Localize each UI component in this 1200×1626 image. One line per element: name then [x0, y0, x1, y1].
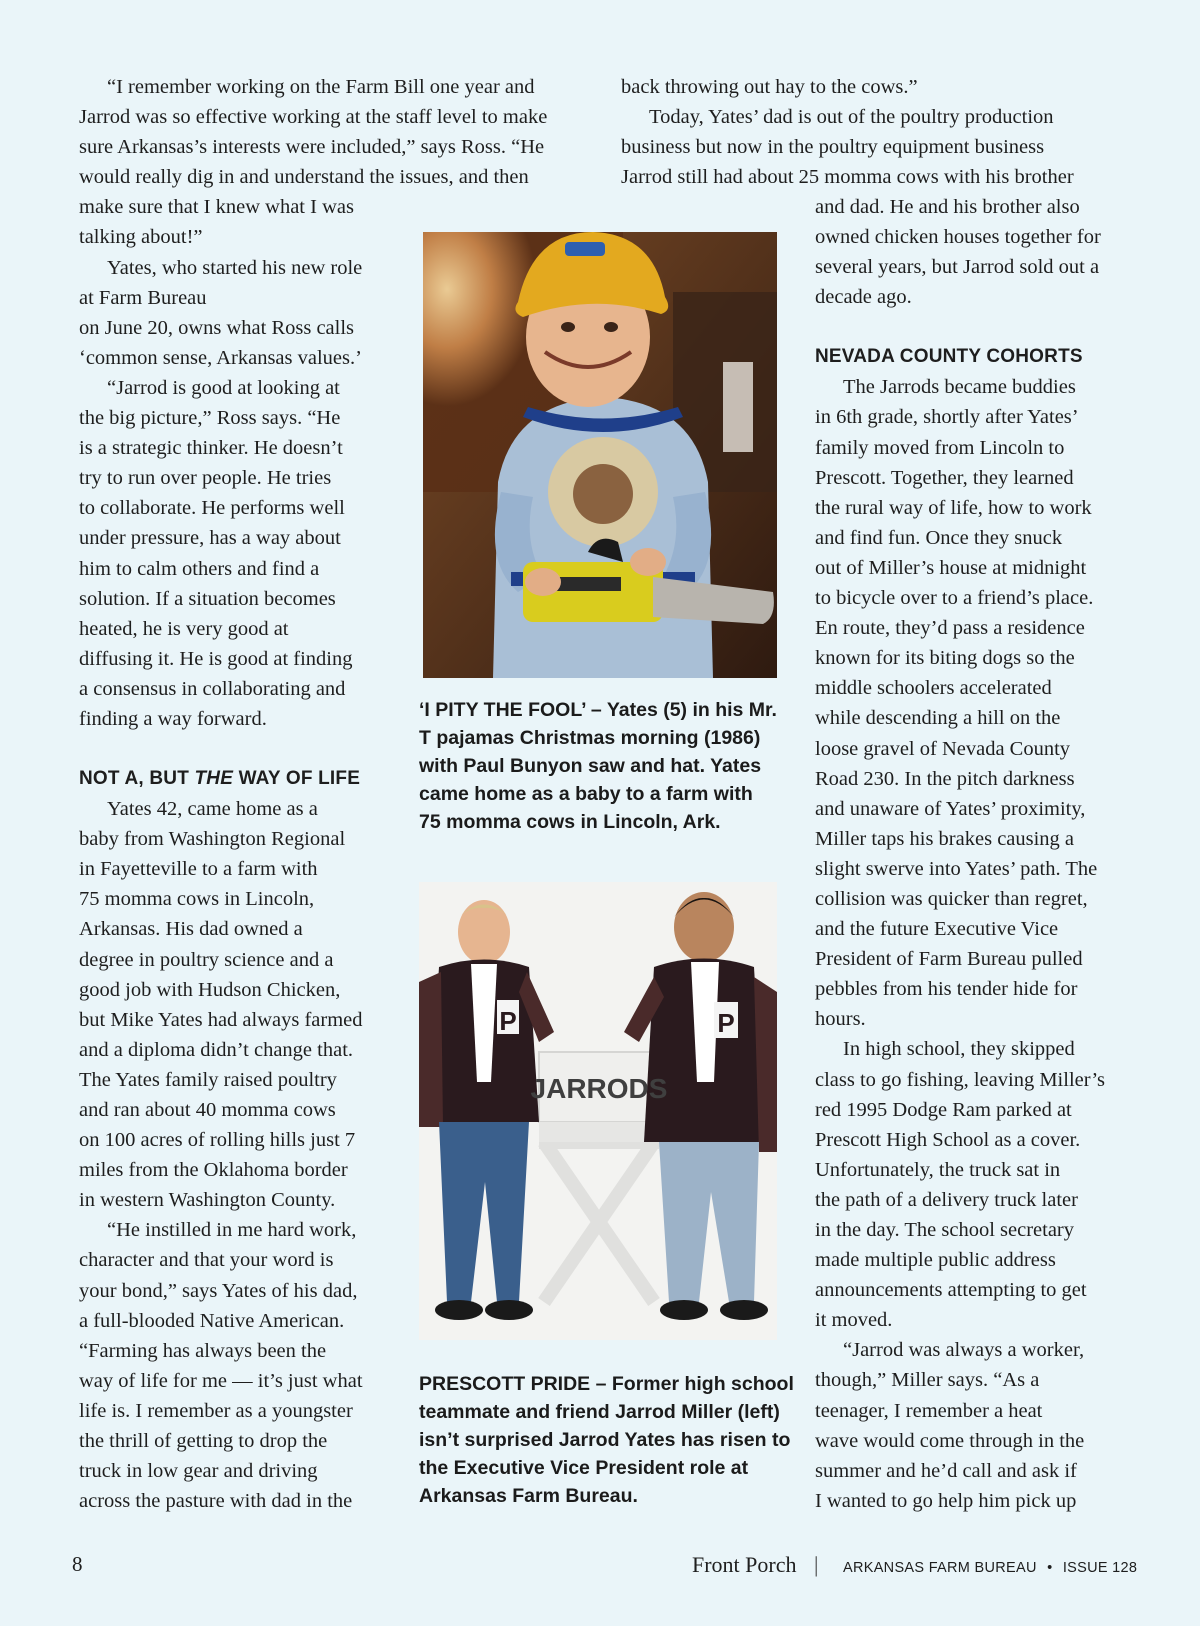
caption-photo-2 [419, 1370, 799, 1510]
caption-line: isn’t surprised Jarrod Yates has risen to [419, 1429, 791, 1451]
text-line: Jarrod still had about 25 momma cows with his brother [621, 166, 1074, 189]
photo-child-hardhat [423, 232, 777, 678]
text-line: to bicycle over to a friend’s place. [815, 587, 1094, 610]
text-line: Arkansas. His dad owned a [79, 918, 303, 941]
caption-line: teammate and friend Jarrod Miller (left) [419, 1401, 780, 1423]
text-line: your bond,” says Yates of his dad, [79, 1279, 358, 1302]
text-line: Miller taps his brakes causing a [815, 827, 1075, 850]
text-line: “Farming has always been the [79, 1339, 327, 1362]
text-line: sure Arkansas’s interests were included,” says Ross. “He [79, 136, 545, 159]
text-line: a full-blooded Native American. [79, 1309, 345, 1332]
text-line: the thrill of getting to drop the [79, 1430, 328, 1453]
text-line: decade ago. [815, 286, 912, 309]
text-line: on 100 acres of rolling hills just 7 [79, 1129, 356, 1152]
magazine-title: Front Porch [692, 1552, 797, 1577]
text-line: is a strategic thinker. He doesn’t [79, 437, 343, 460]
text-line: summer and he’d call and ask if [815, 1459, 1077, 1482]
text-line: 75 momma cows in Lincoln, [79, 888, 315, 911]
text-line: back throwing out hay to the cows.” [621, 76, 918, 98]
text-line: in Fayetteville to a farm with [79, 858, 318, 881]
text-line: miles from the Oklahoma border [79, 1159, 348, 1182]
caption-line: Arkansas Farm Bureau. [419, 1485, 638, 1507]
text-line: though,” Miller says. “As a [815, 1369, 1040, 1392]
text-line: try to run over people. He tries [79, 467, 332, 490]
column-middle-top [621, 72, 1121, 192]
photo-teens-illustration [419, 882, 777, 1340]
text-line: good job with Hudson Chicken, [79, 978, 341, 1001]
text-line: baby from Washington Regional [79, 828, 346, 851]
text-line: Jarrod was so effective working at the staff level to make [79, 106, 548, 129]
text-line: truck in low gear and driving [79, 1460, 318, 1483]
text-line: announcements attempting to get [815, 1279, 1087, 1302]
text-line: made multiple public address [815, 1249, 1056, 1272]
chair-label: JARRODS [530, 1073, 668, 1104]
text-line: heated, he is very good at [79, 617, 289, 640]
photo-child-illustration [423, 232, 777, 678]
text-line: several years, but Jarrod sold out a [815, 256, 1100, 279]
text-line: the big picture,” Ross says. “He [79, 407, 341, 430]
text-line: Yates 42, came home as a [107, 798, 318, 821]
paragraph [79, 72, 599, 253]
text-line: Prescott High School as a cover. [815, 1128, 1081, 1151]
issue-number: ISSUE 128 [1062, 1560, 1138, 1576]
text-line: in 6th grade, shortly after Yates’ [815, 406, 1079, 429]
caption-line: 75 momma cows in Lincoln, Ark. [419, 811, 721, 833]
text-line: while descending a hill on the [815, 707, 1061, 730]
text-line: across the pasture with dad in the [79, 1490, 353, 1513]
caption-line: the Executive Vice President role at [419, 1457, 749, 1479]
text-line: character and that your word is [79, 1249, 334, 1272]
text-line: “Jarrod was always a worker, [843, 1339, 1085, 1362]
text-line: the path of a delivery truck later [815, 1188, 1078, 1211]
text-line: in the day. The school secretary [815, 1219, 1075, 1241]
text-line: hours. [815, 1008, 866, 1031]
text-line: life is. I remember as a youngster [79, 1399, 353, 1422]
text-line: The Yates family raised poultry [79, 1068, 337, 1091]
text-line: diffusing it. He is good at finding [79, 647, 353, 670]
text-line: pebbles from his tender hide for [815, 978, 1078, 1001]
footer-divider: | [814, 1552, 819, 1577]
section-heading: NEVADA COUNTY COHORTS [815, 346, 1083, 368]
text-line: business but now in the poultry equipment business [621, 136, 1045, 159]
text-line: “He instilled in me hard work, [107, 1219, 357, 1242]
paragraph [621, 72, 1121, 102]
text-line: “I remember working on the Farm Bill one year and [107, 76, 535, 98]
text-line: En route, they’d pass a residence [815, 617, 1085, 640]
text-line: Prescott. Together, they learned [815, 466, 1074, 489]
text-line: family moved from Lincoln to [815, 436, 1065, 459]
text-line: loose gravel of Nevada County [815, 737, 1071, 760]
text-line: way of life for me — it’s just what [79, 1369, 363, 1392]
column-right [815, 192, 1145, 1516]
text-line: solution. If a situation becomes [79, 587, 336, 610]
heading-emphasis: THE [194, 768, 234, 790]
text-line: The Jarrods became buddies [843, 376, 1076, 399]
text-line: Yates, who started his new role [107, 256, 363, 279]
caption-line: came home as a baby to a farm with [419, 783, 753, 805]
text-line: him to calm others and find a [79, 557, 320, 580]
text-line: Road 230. In the pitch darkness [815, 767, 1075, 790]
paragraph [621, 102, 1121, 192]
text-line: would really dig in and understand the issues, and then [79, 166, 529, 189]
caption-line: T pajamas Christmas morning (1986) [419, 727, 761, 749]
text-line: to collaborate. He performs well [79, 497, 345, 520]
text-line: middle schoolers accelerated [815, 677, 1052, 700]
text-line: President of Farm Bureau pulled [815, 948, 1083, 971]
text-line: slight swerve into Yates’ path. The [815, 857, 1098, 880]
text-line: and find fun. Once they snuck [815, 526, 1063, 549]
text-line: owned chicken houses together for [815, 226, 1101, 249]
text-line: talking about!” [79, 226, 203, 249]
text-line: In high school, they skipped [843, 1038, 1075, 1061]
heading-part: WAY OF LIFE [233, 768, 361, 790]
jacket-letter-left: P [499, 1006, 517, 1036]
heading-part: NOT A, BUT [79, 768, 195, 790]
text-line: red 1995 Dodge Ram parked at [815, 1098, 1072, 1121]
caption-line: PRESCOTT PRIDE – Former high school [419, 1373, 794, 1395]
text-line: it moved. [815, 1309, 893, 1332]
paragraph [815, 1335, 1145, 1516]
text-line: “Jarrod is good at looking at [107, 376, 340, 399]
footer-bullet: • [1047, 1560, 1053, 1576]
text-line: Today, Yates’ dad is out of the poultry production [649, 106, 1054, 129]
text-line: and dad. He and his brother also [815, 196, 1080, 218]
text-line: I wanted to go help him pick up [815, 1489, 1077, 1512]
publisher-text: ARKANSAS FARM BUREAU [843, 1560, 1037, 1576]
text-line: the rural way of life, how to work [815, 496, 1092, 519]
text-line: class to go fishing, leaving Miller’s [815, 1068, 1106, 1091]
text-line: and the future Executive Vice [815, 918, 1059, 941]
text-line: on June 20, owns what Ross calls [79, 316, 355, 339]
jacket-letter-right: P [717, 1008, 735, 1038]
text-line: known for its biting dogs so the [815, 647, 1075, 670]
text-line: and unaware of Yates’ proximity, [815, 797, 1086, 820]
paragraph [815, 1034, 1145, 1335]
text-line: degree in poultry science and a [79, 948, 334, 971]
text-line: a consensus in collaborating and [79, 677, 346, 700]
caption-photo-1 [419, 696, 789, 836]
text-line: make sure that I knew what I was [79, 196, 354, 219]
text-line: but Mike Yates had always farmed [79, 1008, 363, 1031]
text-line: and ran about 40 momma cows [79, 1099, 336, 1121]
publisher-name [843, 1560, 1137, 1576]
text-line: ‘common sense, Arkansas values.’ [79, 346, 362, 369]
text-line: and a diploma didn’t change that. [79, 1038, 354, 1061]
text-line: Unfortunately, the truck sat in [815, 1158, 1061, 1181]
text-line: collision was quicker than regret, [815, 887, 1088, 910]
photo-two-teens [419, 882, 777, 1340]
paragraph [815, 192, 1145, 312]
text-line: finding a way forward. [79, 707, 267, 730]
text-line: at Farm Bureau [79, 286, 207, 309]
text-line: out of Miller’s house at midnight [815, 556, 1087, 579]
text-line: in western Washington County. [79, 1189, 336, 1212]
text-line: teenager, I remember a heat [815, 1399, 1043, 1422]
page-number: 8 [72, 1552, 83, 1576]
caption-line: ‘I PITY THE FOOL’ – Yates (5) in his Mr. [419, 699, 777, 721]
text-line: wave would come through in the [815, 1429, 1085, 1452]
paragraph [815, 372, 1145, 1034]
text-line: under pressure, has a way about [79, 527, 341, 550]
caption-line: with Paul Bunyon saw and hat. Yates [419, 755, 762, 777]
